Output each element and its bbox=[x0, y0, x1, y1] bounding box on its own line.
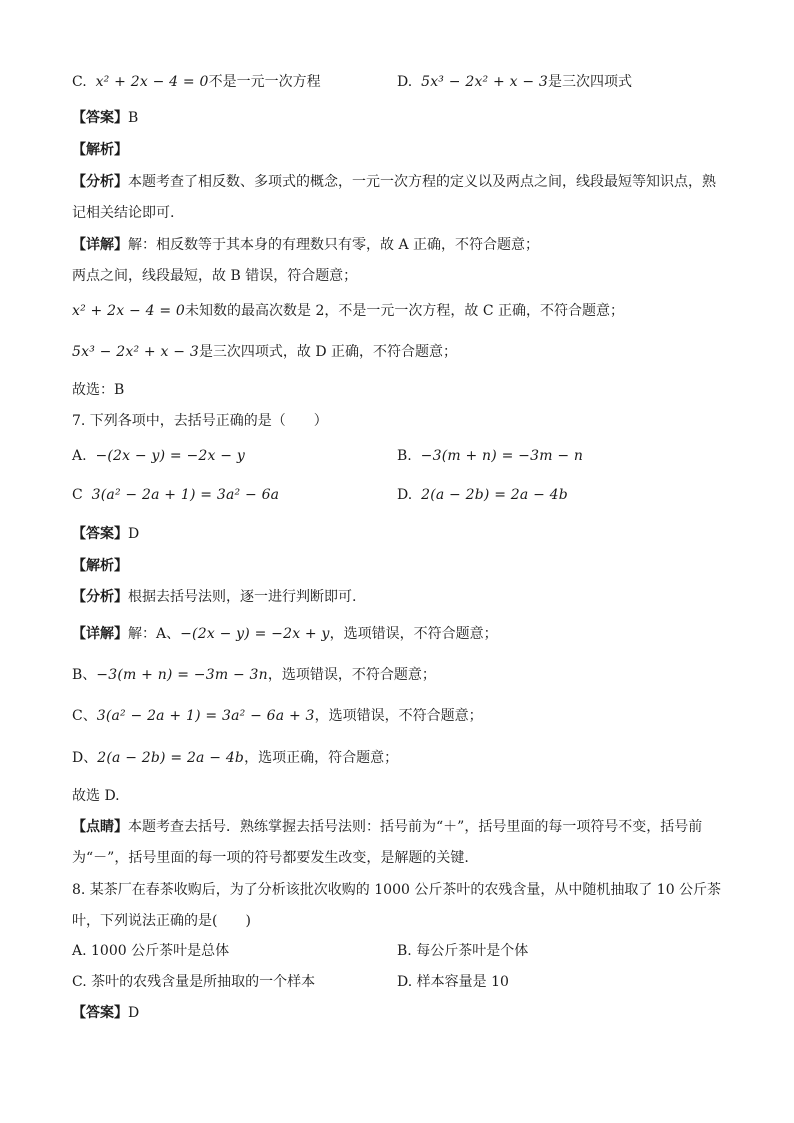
q6-analysis-line2: 记相关结论即可. bbox=[72, 205, 175, 221]
analysis-tag: 【分析】 bbox=[72, 174, 128, 190]
q6-option-d bbox=[397, 72, 632, 92]
q7-detail-a: 【详解】解：A、−(2x − y) = −2x + y，选项错误，不符合题意； bbox=[72, 626, 498, 642]
answer-tag: 【答案】 bbox=[72, 110, 128, 126]
q8-stem-line2: 叶，下列说法正确的是( ) bbox=[72, 913, 251, 929]
polynomial: 5x³ − 2x² + x − 3 bbox=[421, 74, 549, 90]
q8-stem-line1: 8. 某茶厂在春茶收购后，为了分析该批次收购的 1000 公斤茶叶的农残含量，从中随机抽取了 10 公斤茶 bbox=[72, 882, 722, 898]
q6-detail-line2: 两点之间，线段最短，故 B 错误，符合题意； bbox=[72, 268, 358, 284]
q8-option-c: C. 茶叶的农残含量是所抽取的一个样本 bbox=[72, 974, 316, 990]
q6-analysis-heading: 【解析】 bbox=[72, 142, 128, 158]
q7-detail-c: C、3(a² − 2a + 1) = 3a² − 6a + 3，选项错误，不符合题意； bbox=[72, 708, 483, 724]
q8-option-d: D. 样本容量是 10 bbox=[397, 974, 509, 990]
q6-answer bbox=[72, 108, 138, 128]
q7-option-d: D. 2(a − 2b) = 2a − 4b bbox=[397, 487, 568, 503]
q6-option-c bbox=[72, 72, 321, 92]
polynomial: 5x³ − 2x² + x − 3 bbox=[72, 344, 199, 360]
q8-option-a: A. 1000 公斤茶叶是总体 bbox=[72, 943, 230, 959]
q7-choice: 故选 D. bbox=[72, 788, 120, 804]
q7-detail-b: B、−3(m + n) = −3m − 3n，选项错误，不符合题意； bbox=[72, 667, 436, 683]
q7-analysis-heading: 【解析】 bbox=[72, 558, 128, 574]
q7-analysis: 【分析】根据去括号法则，逐一进行判断即可. bbox=[72, 589, 357, 605]
q7-stem: 7. 下列各项中，去括号正确的是（ ） bbox=[72, 413, 328, 429]
option-text: 是三次四项式 bbox=[548, 74, 633, 90]
answer-value: D bbox=[128, 526, 140, 542]
q6-detail-line4: 5x³ − 2x² + x − 3是三次四项式，故 D 正确，不符合题意； bbox=[72, 344, 458, 360]
detail-tag: 【详解】 bbox=[72, 237, 128, 253]
q7-comment-line1: 【点睛】本题考查去括号．熟练掌握去括号法则：括号前为“＋”，括号里面的每一项符号不变，括号前 bbox=[72, 819, 703, 835]
q7-option-b: B. −3(m + n) = −3m − n bbox=[397, 448, 584, 464]
q8-answer: 【答案】D bbox=[72, 1005, 140, 1021]
q6-detail-line1: 【详解】解：相反数等于其本身的有理数只有零，故 A 正确，不符合题意； bbox=[72, 237, 540, 253]
q7-answer: 【答案】D bbox=[72, 526, 140, 542]
option-text: 不是一元一次方程 bbox=[208, 74, 321, 90]
q6-analysis-line1: 【分析】本题考查了相反数、多项式的概念，一元一次方程的定义以及两点之间，线段最短等知识点，熟 bbox=[72, 174, 716, 190]
q7-option-c: C 3(a² − 2a + 1) = 3a² − 6a bbox=[72, 487, 280, 503]
q6-detail-line3: x² + 2x − 4 = 0未知数的最高次数是 2，不是一元一次方程，故 C 正确，不符合题意； bbox=[72, 303, 624, 319]
equation: x² + 2x − 4 = 0 bbox=[95, 74, 209, 90]
q7-detail-d: D、2(a − 2b) = 2a − 4b，选项正确，符合题意； bbox=[72, 750, 399, 766]
equation: x² + 2x − 4 = 0 bbox=[72, 303, 186, 319]
option-label: C. bbox=[72, 74, 87, 90]
q7-comment-line2: 为“－”，括号里面的每一项的符号都要发生改变，是解题的关键. bbox=[72, 850, 469, 866]
q7-option-a: A. −(2x − y) = −2x − y bbox=[72, 448, 245, 464]
option-label: D. bbox=[397, 74, 413, 90]
answer-value: D bbox=[128, 1005, 140, 1021]
answer-value: B bbox=[128, 110, 139, 126]
q6-choice: 故选：B bbox=[72, 382, 125, 398]
q8-option-b: B. 每公斤茶叶是个体 bbox=[397, 943, 529, 959]
